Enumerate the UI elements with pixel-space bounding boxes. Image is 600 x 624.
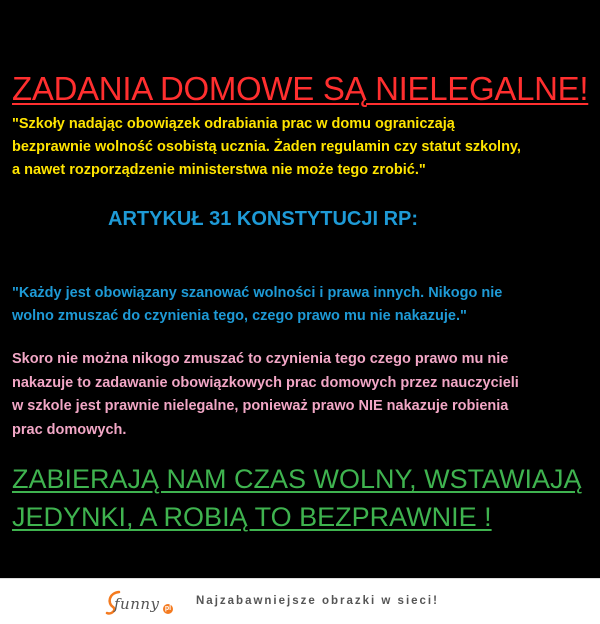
funny-logo-icon[interactable] (105, 589, 177, 617)
argument-paragraph: Skoro nie można nikogo zmuszać to czynienia tego czego prawo mu nie nakazuje to zadawanie obowiązkowych prac domowych przez nauczycieli w szkole jest prawnie nielegalne, ponieważ prawo NIE nakazuje robienia prac domowych. (12, 351, 519, 438)
footer-slogan: Najzabawniejsze obrazki w sieci! (196, 595, 439, 607)
logo-dot: pl (164, 605, 172, 612)
conclusion (12, 460, 597, 536)
headline: ZADANIA DOMOWE SĄ NIELEGALNE! (12, 70, 589, 107)
article-title: ARTYKUŁ 31 KONSTYTUCJI RP: (108, 208, 419, 230)
footer-bar (0, 578, 600, 624)
conclusion-line-1: ZABIERAJĄ NAM CZAS WOLNY, WSTAWIAJĄ (12, 464, 582, 494)
school-quote: "Szkoły nadając obowiązek odrabiania prac w domu ograniczają bezprawnie wolność osobistą ucznia. Żaden regulamin czy statut szkolny, a nawet rozporządzenie ministerstwa nie może tego zrobić." (12, 116, 521, 178)
conclusion-line-2: JEDYNKI, A ROBIĄ TO BEZPRAWNIE ! (12, 502, 492, 532)
constitution-quote: "Każdy jest obowiązany szanować wolności i prawa innych. Nikogo nie wolno zmuszać do czynienia tego, czego prawo mu nie nakazuje." (12, 285, 503, 324)
logo-text: funny (114, 595, 160, 613)
